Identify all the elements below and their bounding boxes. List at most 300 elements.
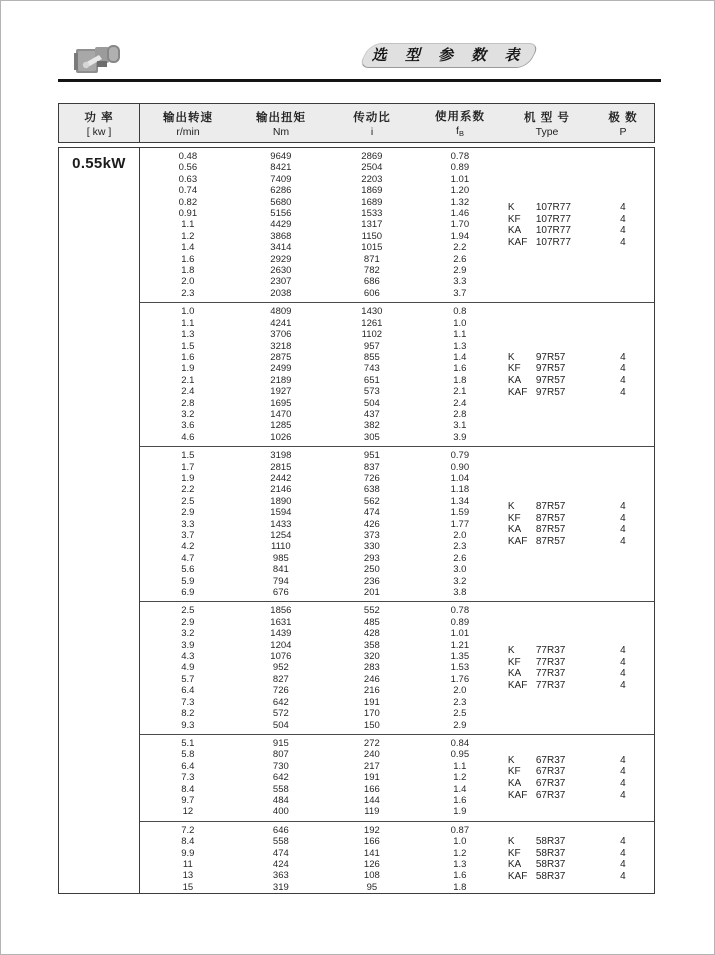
data-row [140,276,654,287]
speed-cell: 1.8 [181,265,195,277]
speed-cell: 1.9 [181,472,195,484]
speed-cell: 11 [182,858,193,870]
torque-cell: 2189 [270,374,292,386]
model-line [508,524,650,536]
model-prefix: KA [507,858,522,870]
model-prefix: KF [507,512,521,524]
factor-cell: 1.34 [450,495,470,507]
data-row [140,162,654,173]
power-column [59,148,140,893]
poles-value: 4 [620,512,626,524]
ratio-cell: 428 [363,628,380,640]
factor-cell: 1.21 [450,639,470,651]
speed-cell: 3.9 [181,639,195,651]
model-prefix: KA [507,777,522,789]
data-row [140,564,654,575]
model-code: 107R77 [535,201,571,213]
torque-cell: 3218 [270,340,292,352]
factor-cell: 2.2 [453,242,467,254]
model-line [508,847,650,859]
torque-cell: 6286 [270,185,292,197]
column-header-power: 功 率 [ kw ] [59,104,140,142]
speed-cell: 2.8 [181,397,195,409]
speed-cell: 1.4 [181,242,195,254]
speed-cell: 6.9 [181,587,195,599]
speed-cell: 5.6 [181,564,195,576]
poles-value: 4 [620,225,626,237]
torque-cell: 985 [272,552,289,564]
model-prefix: KAF [507,535,528,547]
speed-cell: 1.5 [181,340,195,352]
torque-cell: 726 [272,685,289,697]
model-line [508,778,650,790]
factor-cell: 0.89 [450,616,470,628]
data-row [140,825,654,836]
factor-cell: 1.35 [450,651,470,663]
poles-value: 4 [620,754,626,766]
factor-cell: 1.18 [450,484,470,496]
torque-cell: 1927 [270,386,292,398]
torque-cell: 794 [272,575,289,587]
factor-cell: 1.3 [453,858,467,870]
ratio-cell: 1689 [361,196,383,208]
factor-cell: 2.6 [453,253,467,265]
model-line [508,536,650,548]
factor-cell: 1.8 [453,881,467,893]
torque-cell: 1285 [270,420,292,432]
model-code: 97R57 [535,374,566,386]
factor-cell: 2.3 [453,541,467,553]
factor-cell: 1.0 [453,836,467,848]
poles-value: 4 [620,236,626,248]
model-prefix: K [507,835,515,847]
model-line [508,657,650,669]
torque-cell: 5156 [270,208,292,220]
ratio-cell: 293 [363,552,380,564]
torque-cell: 3414 [270,242,292,254]
factor-cell: 1.20 [450,185,470,197]
model-code: 77R37 [535,679,566,691]
factor-cell: 1.1 [453,329,467,341]
model-prefix: K [507,201,515,213]
ratio-cell: 246 [363,673,380,685]
torque-cell: 2442 [270,472,292,484]
data-row [140,174,654,185]
ratio-cell: 144 [363,794,380,806]
speed-cell: 3.2 [181,628,195,640]
ratio-cell: 283 [363,662,380,674]
torque-cell: 1470 [270,408,292,420]
factor-cell: 1.04 [450,472,470,484]
column-header-poles: 极 数 P [608,111,638,138]
factor-cell: 0.89 [450,162,470,174]
data-row [140,473,654,484]
speed-cell: 1.5 [181,450,195,462]
data-row [140,185,654,196]
model-line [508,202,650,214]
torque-cell: 5680 [270,196,292,208]
data-row [140,254,654,265]
table-header [58,103,655,143]
ratio-cell: 651 [363,374,380,386]
data-row [140,420,654,431]
speed-cell: 1.9 [181,363,195,375]
model-prefix: KF [507,847,521,859]
model-line [508,225,650,237]
poles-value: 4 [620,679,626,691]
factor-cell: 1.3 [453,340,467,352]
model-group-77R37 [140,601,654,733]
data-row [140,462,654,473]
poles-value: 4 [620,386,626,398]
speed-cell: 15 [182,881,194,893]
speed-cell: 2.5 [181,605,195,617]
model-code: 107R77 [535,213,571,225]
poles-value: 4 [620,501,626,513]
speed-cell: 1.6 [181,351,195,363]
poles-value: 4 [620,535,626,547]
speed-cell: 3.7 [181,530,195,541]
data-row [140,450,654,461]
ratio-cell: 170 [363,708,380,720]
torque-cell: 2815 [270,461,292,473]
speed-cell: 9.9 [181,847,195,859]
model-code: 87R57 [535,512,566,524]
model-code: 87R57 [535,501,566,513]
model-code: 58R37 [535,870,566,882]
factor-cell: 1.01 [450,173,470,185]
model-line [508,789,650,801]
model-line [508,871,650,883]
torque-cell: 572 [272,708,289,720]
model-line [508,645,650,657]
model-line [508,352,650,364]
speed-cell: 0.91 [178,208,198,220]
torque-cell: 558 [272,836,289,848]
speed-cell: 0.82 [178,196,198,208]
column-header-ratio: 传动比 i [353,111,391,138]
poles-value: 4 [620,847,626,859]
ratio-cell: 192 [363,824,380,836]
data-row [140,708,654,719]
model-code: 58R37 [535,835,566,847]
ratio-cell: 552 [363,605,380,617]
speed-cell: 7.3 [181,696,195,708]
speed-cell: 2.2 [181,484,195,496]
ratio-cell: 1102 [361,329,383,341]
model-code: 67R37 [535,766,566,778]
speed-cell: 2.3 [181,287,195,299]
speed-cell: 1.0 [181,306,195,318]
poles-value: 4 [620,777,626,789]
data-row [140,553,654,564]
speed-cell: 2.1 [181,374,195,386]
model-code: 77R37 [535,668,566,680]
factor-cell: 1.4 [453,351,467,363]
speed-cell: 3.6 [181,420,195,432]
model-line [508,386,650,398]
model-line [508,680,650,692]
model-prefix: KF [507,656,521,668]
factor-cell: 3.0 [453,564,467,576]
page-title: 选 型 参 数 表 [371,47,527,64]
speed-cell: 1.6 [181,253,195,265]
poles-value: 4 [620,789,626,801]
data-row [140,697,654,708]
poles-value: 4 [620,766,626,778]
torque-cell: 474 [272,847,289,859]
model-code: 97R57 [535,386,566,398]
speed-cell: 4.3 [181,651,195,663]
type-block [508,755,650,801]
factor-cell: 2.5 [453,708,467,720]
ratio-cell: 240 [363,749,380,761]
factor-cell: 1.2 [453,847,467,859]
model-prefix: KA [507,225,522,237]
model-group-97R57 [140,302,654,446]
factor-cell: 1.4 [453,783,467,795]
speed-cell: 2.0 [181,276,195,288]
ratio-cell: 1430 [361,306,383,318]
model-line [508,237,650,249]
data-row [140,484,654,495]
factor-cell: 2.9 [453,719,467,731]
model-line [508,513,650,525]
torque-cell: 1695 [270,397,292,409]
ratio-cell: 562 [363,495,380,507]
speed-cell: 8.2 [181,708,195,720]
ratio-cell: 126 [363,858,380,870]
data-row [140,617,654,628]
poles-value: 4 [620,858,626,870]
model-code: 97R57 [535,351,566,363]
header-rule [58,79,661,82]
table-body [58,147,655,894]
factor-cell: 3.7 [453,287,467,299]
ratio-cell: 150 [363,719,380,731]
ratio-cell: 108 [363,870,380,882]
factor-cell: 0.78 [450,605,470,617]
page-title-banner [364,43,534,68]
ratio-cell: 871 [363,253,380,265]
poles-value: 4 [620,835,626,847]
torque-cell: 2038 [270,287,292,299]
torque-cell: 484 [272,794,289,806]
poles-value: 4 [620,363,626,375]
model-code: 97R57 [535,363,566,375]
factor-cell: 3.3 [453,276,467,288]
poles-value: 4 [620,644,626,656]
model-line [508,766,650,778]
torque-cell: 3198 [270,450,292,462]
poles-value: 4 [620,524,626,536]
model-line [508,501,650,513]
ratio-cell: 1015 [361,242,383,254]
ratio-cell: 2203 [361,173,383,185]
type-block [508,836,650,882]
speed-cell: 5.8 [181,749,195,761]
ratio-cell: 1261 [361,317,383,329]
speed-cell: 1.1 [181,317,195,329]
factor-cell: 1.8 [453,374,467,386]
torque-cell: 1856 [270,605,292,617]
poles-value: 4 [620,213,626,225]
ratio-cell: 1317 [361,219,383,231]
type-block [508,501,650,547]
model-prefix: KF [507,213,521,225]
column-header-service-factor: 使用系数 fB [435,111,485,138]
torque-cell: 7409 [270,173,292,185]
torque-cell: 1439 [270,628,292,640]
ratio-cell: 236 [363,575,380,587]
poles-value: 4 [620,870,626,882]
factor-cell: 0.8 [453,306,467,318]
ratio-cell: 743 [363,363,380,375]
model-prefix: KF [507,363,521,375]
model-line [508,375,650,387]
speed-cell: 6.4 [181,760,195,772]
speed-cell: 5.7 [181,673,195,685]
data-row [140,151,654,162]
torque-cell: 807 [272,749,289,761]
speed-cell: 3.2 [181,408,195,420]
speed-cell: 0.63 [178,173,198,185]
torque-cell: 2307 [270,276,292,288]
speed-cell: 1.7 [181,461,195,473]
data-row [140,587,654,598]
speed-cell: 9.7 [181,794,195,806]
speed-cell: 12 [182,806,194,818]
model-prefix: KAF [507,386,528,398]
poles-value: 4 [620,656,626,668]
factor-cell: 3.8 [453,587,467,599]
factor-cell: 3.9 [453,431,467,443]
ratio-cell: 373 [363,530,380,541]
torque-cell: 2875 [270,351,292,363]
power-value: 0.55kW [72,155,126,172]
model-prefix: KAF [507,870,528,882]
torque-cell: 1594 [270,507,292,519]
torque-cell: 4809 [270,306,292,318]
factor-cell: 1.9 [453,806,467,818]
model-prefix: K [507,644,515,656]
model-line [508,755,650,767]
ratio-cell: 837 [363,461,380,473]
data-row [140,288,654,299]
model-prefix: KAF [507,789,528,801]
factor-cell: 1.6 [453,363,467,375]
data-row [140,329,654,340]
type-block [508,352,650,398]
data-row [140,341,654,352]
speed-cell: 0.48 [178,151,198,162]
ratio-cell: 358 [363,639,380,651]
speed-cell: 2.4 [181,386,195,398]
model-group-58R37 [140,821,654,894]
ratio-cell: 504 [363,397,380,409]
data-row [140,605,654,616]
factor-cell: 2.3 [453,696,467,708]
factor-cell: 1.59 [450,507,470,519]
model-prefix: KA [507,374,522,386]
model-line [508,859,650,871]
factor-cell: 1.70 [450,219,470,231]
model-prefix: KAF [507,236,528,248]
ratio-cell: 573 [363,386,380,398]
model-code: 107R77 [535,236,571,248]
speed-cell: 5.1 [181,737,195,749]
ratio-cell: 95 [366,881,378,893]
torque-cell: 3706 [270,329,292,341]
model-prefix: KF [507,766,521,778]
factor-cell: 2.6 [453,552,467,564]
poles-value: 4 [620,668,626,680]
column-header-speed: 输出转速 r/min [163,111,213,138]
ratio-cell: 119 [364,806,380,818]
torque-cell: 400 [272,806,289,818]
ratio-cell: 957 [363,340,380,352]
torque-cell: 841 [272,564,289,576]
speed-cell: 3.3 [181,518,195,530]
model-code: 87R57 [535,524,566,536]
torque-cell: 558 [272,783,289,795]
data-row [140,432,654,443]
model-group-107R77 [140,148,654,302]
torque-cell: 319 [272,881,289,893]
model-prefix: KAF [507,679,528,691]
ratio-cell: 1869 [361,185,383,197]
speed-cell: 1.1 [181,219,195,231]
torque-cell: 642 [272,696,289,708]
speed-cell: 6.4 [181,685,195,697]
factor-cell: 1.1 [453,760,467,772]
torque-cell: 4241 [270,317,292,329]
torque-cell: 915 [272,737,289,749]
factor-cell: 1.6 [453,794,467,806]
factor-cell: 1.01 [450,628,470,640]
factor-cell: 0.95 [450,749,470,761]
ratio-cell: 638 [363,484,380,496]
ratio-cell: 201 [363,587,380,599]
factor-cell: 1.77 [450,518,470,530]
torque-cell: 1026 [270,431,292,443]
factor-cell: 3.1 [453,420,467,432]
speed-cell: 2.9 [181,507,195,519]
torque-cell: 1254 [270,530,292,541]
model-line [508,836,650,848]
torque-cell: 827 [272,673,289,685]
model-code: 77R37 [535,644,566,656]
column-header-type: 机 型 号 Type [524,111,570,138]
ratio-cell: 320 [363,651,380,663]
ratio-cell: 191 [363,772,380,784]
model-group-87R57 [140,446,654,601]
factor-cell: 1.46 [450,208,470,220]
torque-cell: 646 [272,824,289,836]
speed-cell: 4.9 [181,662,195,674]
factor-cell: 1.32 [450,196,470,208]
ratio-cell: 330 [363,541,380,553]
factor-cell: 0.79 [450,450,470,462]
torque-cell: 424 [272,858,289,870]
gearmotor-photo-icon [73,39,123,79]
factor-cell: 3.2 [453,575,467,587]
model-line [508,668,650,680]
factor-cell: 1.0 [453,317,467,329]
ratio-cell: 782 [363,265,380,277]
model-prefix: KA [507,524,522,536]
torque-cell: 1204 [270,639,292,651]
